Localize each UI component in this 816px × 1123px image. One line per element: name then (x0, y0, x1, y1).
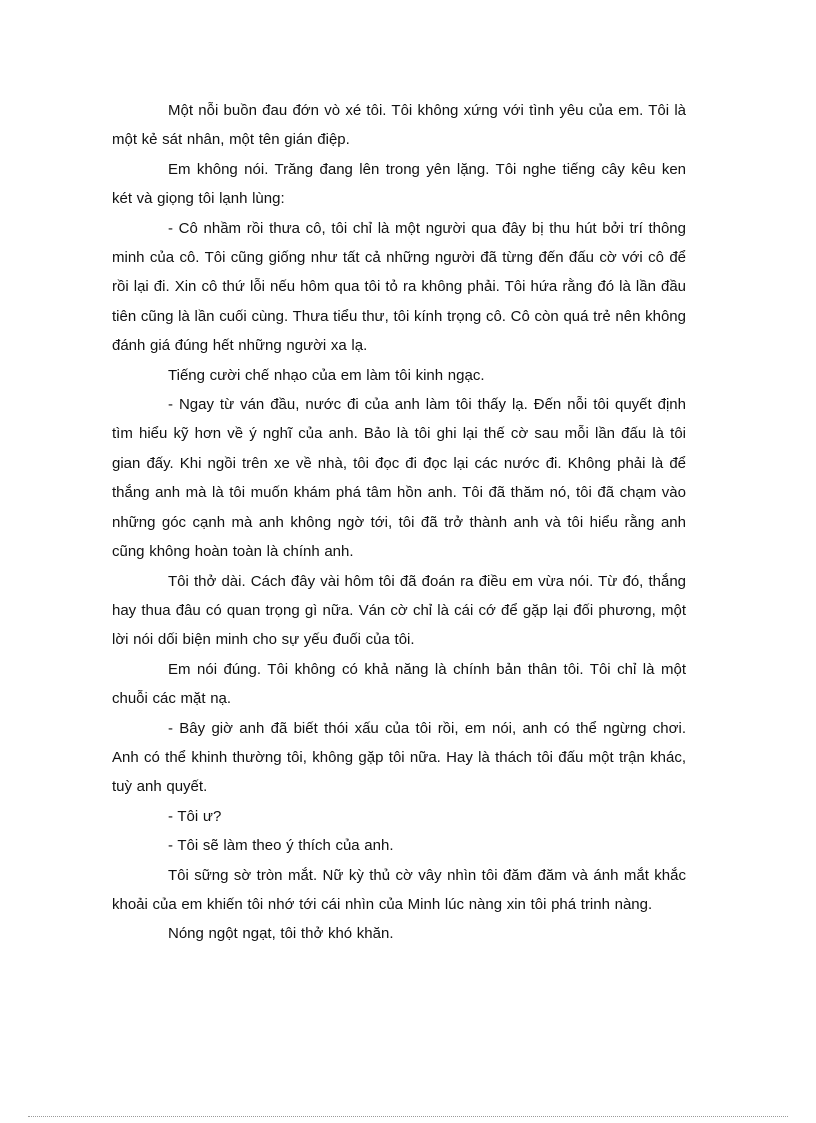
paragraph: - Tôi sẽ làm theo ý thích của anh. (168, 837, 394, 855)
document-body (112, 96, 686, 949)
page-bottom-divider (28, 1116, 788, 1117)
paragraph: Em không nói. Trăng đang lên trong yên lặng. Tôi nghe tiếng cây kêu ken két và giọng tôi lạnh lùng: (112, 160, 686, 208)
paragraph: Một nỗi buồn đau đớn vò xé tôi. Tôi không xứng với tình yêu của em. Tôi là một kẻ sát nhân, một tên gián điệp. (112, 102, 686, 149)
paragraph: Tôi sững sờ tròn mắt. Nữ kỳ thủ cờ vây nhìn tôi đăm đăm và ánh mắt khắc khoải của em khiến tôi nhớ tới cái nhìn của Minh lúc nàng xin tôi phá trinh nàng. (112, 866, 686, 913)
paragraph: - Bây giờ anh đã biết thói xấu của tôi rồi, em nói, anh có thể ngừng chơi. Anh có thể khinh thường tôi, không gặp tôi nữa. Hay là thách tôi đấu một trận khác, tuỳ anh quyết. (112, 719, 686, 796)
paragraph: Em nói đúng. Tôi không có khả năng là chính bản thân tôi. Tôi chỉ là một chuỗi các mặt nạ. (112, 660, 686, 708)
paragraph: - Ngay từ ván đầu, nước đi của anh làm tôi thấy lạ. Đến nỗi tôi quyết định tìm hiểu kỹ hơn về ý nghĩ của anh. Bảo là tôi ghi lại thế cờ sau mỗi lần đấu là tôi gian đấy. Khi ngồi trên xe về nhà, tôi đọc đi đọc lại các nước đi. Không phải là để thắng anh mà là tôi muốn khám phá tâm hồn anh. Tôi đã thăm nó, tôi đã chạm vào những góc cạnh mà anh không ngờ tới, tôi đã trở thành anh và tôi hiểu rằng anh cũng không hoàn toàn là chính anh. (112, 396, 686, 561)
paragraph: Tiếng cười chế nhạo của em làm tôi kinh ngạc. (168, 366, 485, 384)
paragraph: - Cô nhầm rồi thưa cô, tôi chỉ là một người qua đây bị thu hút bởi trí thông minh của cô. Tôi cũng giống như tất cả những người đã từng đến đấu cờ với cô để rồi lại đi. Xin cô thứ lỗi nếu hôm qua tôi tỏ ra không phải. Tôi hứa rằng đó là lần đầu tiên cũng là lần cuối cùng. Thưa tiểu thư, tôi kính trọng cô. Cô còn quá trẻ nên không đánh giá đúng hết những người xa lạ. (112, 219, 686, 355)
paragraph: - Tôi ư? (168, 807, 222, 825)
paragraph: Tôi thở dài. Cách đây vài hôm tôi đã đoán ra điều em vừa nói. Từ đó, thắng hay thua đâu có quan trọng gì nữa. Ván cờ chỉ là cái cớ để gặp lại đối phương, một lời nói dối biện minh cho sự yếu đuối của tôi. (112, 572, 686, 649)
paragraph: Nóng ngột ngạt, tôi thở khó khăn. (168, 925, 394, 943)
